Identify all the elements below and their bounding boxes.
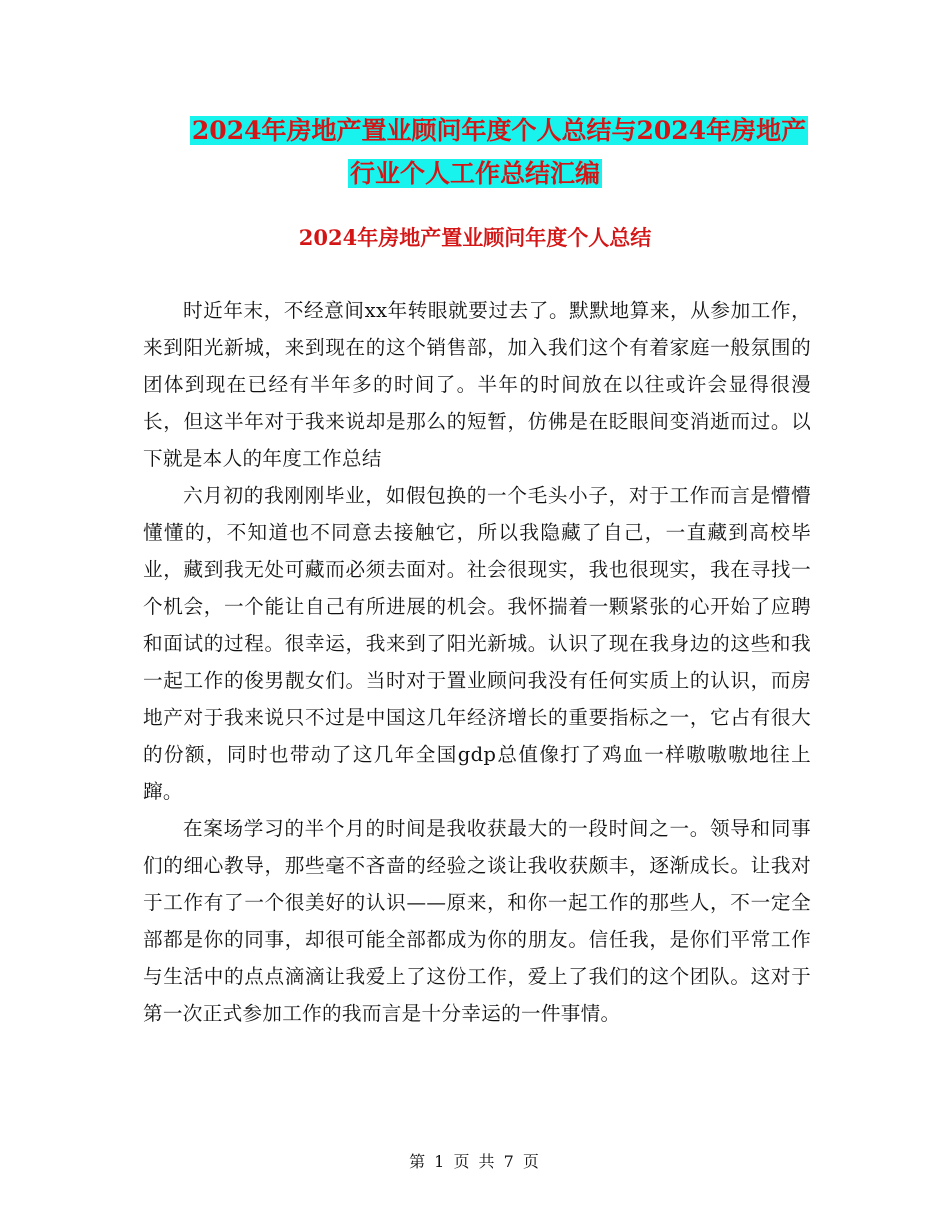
paragraph: 六月初的我刚刚毕业，如假包换的一个毛头小子，对于工作而言是懵懵懂懂的，不知道也不同意去接触它，所以我隐藏了自己，一直藏到高校毕业，藏到我无处可藏而必须去面对。社会很现实，我也很现实，我在寻找一个机会，一个能让自己有所进展的机会。我怀揣着一颗紧张的心开始了应聘和面试的过程。很幸运，我来到了阳光新城。认识了现在我身边的这些和我一起工作的俊男靓女们。当时对于置业顾问我没有任何实质上的认识，而房地产对于我来说只不过是中国这几年经济增长的重要指标之一，它占有很大的份额，同时也带动了这几年全国gdp总值像打了鸡血一样嗷嗷嗷地往上蹿。	[143, 484, 811, 803]
body-text	[143, 292, 811, 1032]
paragraph: 时近年末，不经意间xx年转眼就要过去了。默默地算来，从参加工作，来到阳光新城，来到现在的这个销售部，加入我们这个有着家庭一般氛围的团体到现在已经有半年多的时间了。半年的时间放在以往或许会显得很漫长，但这半年对于我来说却是那么的短暂，仿佛是在眨眼间变消逝而过。以下就是本人的年度工作总结	[143, 299, 811, 470]
document-title-line-1	[24, 113, 950, 149]
title-highlight: 2024年房地产置业顾问年度个人总结与2024年房地产	[191, 116, 807, 145]
section-title: 2024年房地产置业顾问年度个人总结	[298, 225, 652, 250]
title-highlight: 行业个人工作总结汇编	[349, 159, 600, 188]
document-title-line-2	[0, 156, 950, 192]
paragraph: 在案场学习的半个月的时间是我收获最大的一段时间之一。领导和同事们的细心教导，那些毫不吝啬的经验之谈让我收获颇丰，逐渐成长。让我对于工作有了一个很美好的认识——原来，和你一起工作的那些人，不一定全部都是你的同事，却很可能全部都成为你的朋友。信任我，是你们平常工作与生活中的点点滴滴让我爱上了这份工作，爱上了我们的这个团队。这对于第一次正式参加工作的我而言是十分幸运的一件事情。	[143, 817, 811, 1025]
page-footer: 第 1 页 共 7 页	[409, 1152, 541, 1171]
